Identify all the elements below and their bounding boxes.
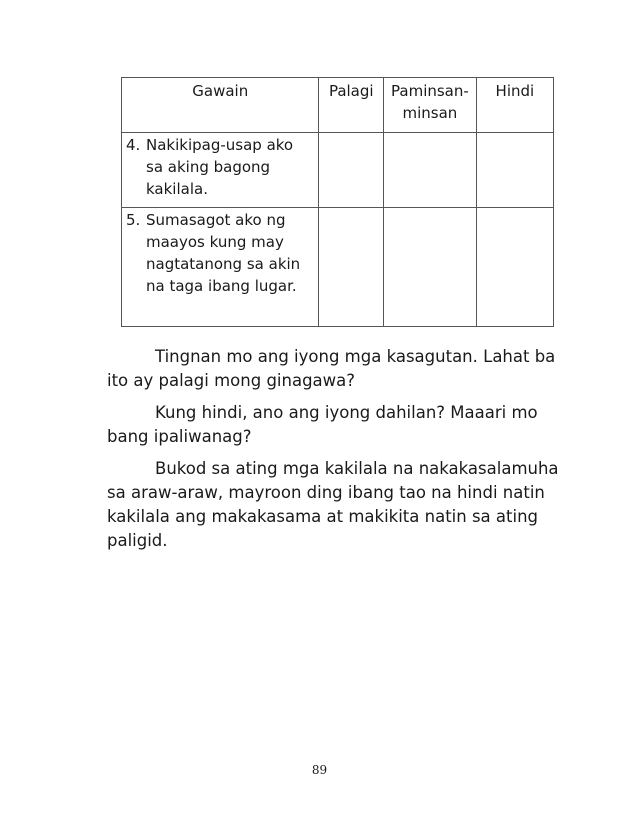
activity-table <box>121 77 554 327</box>
header-gawain: Gawain <box>122 78 319 133</box>
paminsan-minsan-cell <box>384 208 477 327</box>
activity-item <box>126 134 314 200</box>
palagi-cell <box>319 208 384 327</box>
paragraph: Tingnan mo ang iyong mga kasagutan. Lahat ba ito ay palagi mong ginagawa? <box>107 347 556 390</box>
palagi-cell <box>319 133 384 208</box>
hindi-cell <box>476 208 553 327</box>
activity-cell <box>122 133 319 208</box>
body-text <box>107 345 567 561</box>
paragraph: Bukod sa ating mga kakilala na nakakasalamuha sa araw-araw, mayroon ding ibang tao na hindi natin kakilala ang makakasama at makikita natin sa ating paligid. <box>107 459 559 550</box>
header-palagi: Palagi <box>319 78 384 133</box>
hindi-cell <box>476 133 553 208</box>
header-hindi: Hindi <box>476 78 553 133</box>
page-number: 89 <box>311 763 328 777</box>
paragraph: Kung hindi, ano ang iyong dahilan? Maaari mo bang ipaliwanag? <box>107 403 538 446</box>
table-header-row <box>122 78 554 133</box>
item-number: 5. <box>126 211 141 229</box>
item-number: 4. <box>126 136 141 154</box>
paminsan-minsan-cell <box>384 133 477 208</box>
item-text: Sumasagot ako ng maayos kung may nagtatanong sa akin na taga ibang lugar. <box>146 211 301 295</box>
activity-cell <box>122 208 319 327</box>
table-row <box>122 133 554 208</box>
item-text: Nakikipag-usap ako sa aking bagong kakilala. <box>146 136 294 198</box>
activity-item <box>126 209 314 297</box>
header-paminsan-minsan: Paminsan-minsan <box>384 78 477 133</box>
table-row <box>122 208 554 327</box>
